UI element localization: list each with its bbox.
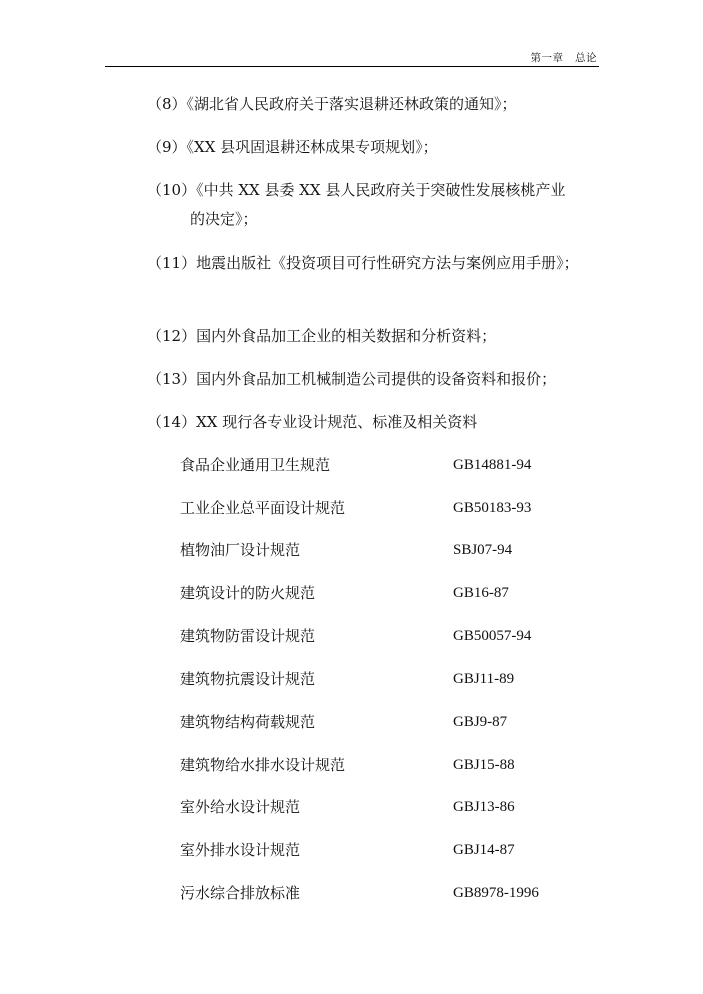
page-header — [105, 46, 599, 67]
standard-code: GB50183-93 — [453, 500, 532, 516]
standard-name: 建筑物结构荷载规范 — [180, 713, 316, 731]
standard-name: 污水综合排放标准 — [180, 884, 301, 902]
standard-row — [180, 799, 600, 819]
reference-item-14: （14）XX 现行各专业设计规范、标准及相关资料 — [147, 413, 478, 431]
chapter-title: 第一章 总论 — [530, 52, 597, 64]
reference-item-12: （12）国内外食品加工企业的相关数据和分析资料； — [147, 327, 497, 345]
standard-row — [180, 542, 600, 562]
reference-item-10: （10）《中共 XX 县委 XX 县人民政府关于突破性发展核桃产业 — [147, 181, 566, 199]
standard-name: 建筑物给水排水设计规范 — [180, 756, 346, 774]
standard-code: GBJ13-86 — [453, 799, 515, 815]
standard-name: 植物油厂设计规范 — [180, 541, 301, 559]
standard-name: 建筑物抗震设计规范 — [180, 670, 316, 688]
standard-row — [180, 671, 600, 691]
standard-row — [180, 585, 600, 605]
standard-code: GB50057-94 — [453, 628, 532, 644]
standard-name: 建筑设计的防火规范 — [180, 584, 316, 602]
standard-code: GBJ9-87 — [453, 714, 508, 730]
standard-code: GB8978-1996 — [453, 885, 539, 901]
standard-code: GBJ15-88 — [453, 757, 515, 773]
reference-item-9: （9）《XX 县巩固退耕还林成果专项规划》； — [147, 138, 438, 156]
reference-item-11: （11）地震出版社《投资项目可行性研究方法与案例应用手册》； — [147, 254, 579, 272]
reference-item-13: （13）国内外食品加工机械制造公司提供的设备资料和报价； — [147, 370, 557, 388]
standard-row — [180, 628, 600, 648]
standard-code: GBJ14-87 — [453, 842, 515, 858]
standard-code: GB14881-94 — [453, 457, 532, 473]
standard-row — [180, 885, 600, 905]
standard-name: 室外给水设计规范 — [180, 798, 301, 816]
standard-name: 建筑物防雷设计规范 — [180, 627, 316, 645]
standard-code: GB16-87 — [453, 585, 509, 601]
standard-code: GBJ11-89 — [453, 671, 515, 687]
reference-item-10-continuation: 的决定》； — [190, 210, 258, 228]
standard-row — [180, 842, 600, 862]
reference-item-8: （8）《湖北省人民政府关于落实退耕还林政策的通知》； — [147, 95, 517, 113]
standard-row — [180, 500, 600, 520]
standard-code: SBJ07-94 — [453, 542, 513, 558]
standard-name: 食品企业通用卫生规范 — [180, 456, 331, 474]
standard-row — [180, 757, 600, 777]
standard-name: 室外排水设计规范 — [180, 841, 301, 859]
standard-name: 工业企业总平面设计规范 — [180, 499, 346, 517]
standard-row — [180, 457, 600, 477]
standard-row — [180, 714, 600, 734]
